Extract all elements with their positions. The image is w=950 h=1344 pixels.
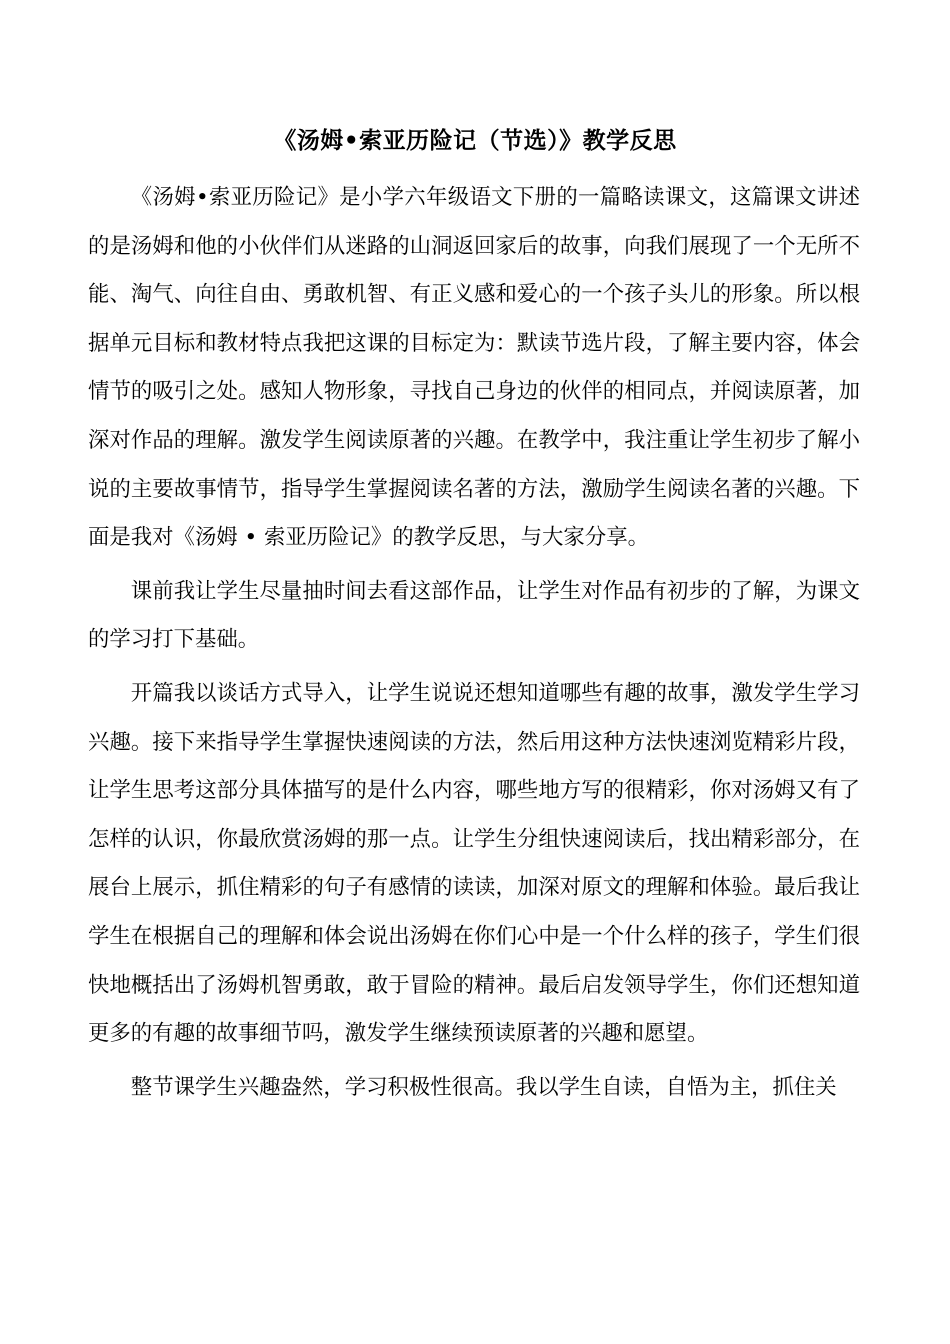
paragraph-summary: 整节课学生兴趣盎然，学习积极性很高。我以学生自读，自悟为主，抓住关 (130, 1074, 837, 1100)
paragraph-preclass: 课前我让学生尽量抽时间去看这部作品，让学生对作品有初步的了解，为课文的学习打下基础。 (88, 578, 860, 653)
document-title: 《汤姆•索亚历险记（节选）》教学反思 (273, 128, 677, 154)
paragraph-lesson-process: 开篇我以谈话方式导入，让学生说说还想知道哪些有趣的故事，激发学生学习兴趣。接下来指导学生掌握快速阅读的方法，然后用这种方法快速浏览精彩片段，让学生思考这部分具体描写的是什么内容，哪些地方写的很精彩，你对汤姆又有了怎样的认识，你最欣赏汤姆的那一点。让学生分组快速阅读后，找出精彩部分，在展台上展示，抓住精彩的句子有感情的读读，加深对原文的理解和体验。最后我让学生在根据自己的理解和体会说出汤姆在你们心中是一个什么样的孩子，学生们很快地概括出了汤姆机智勇敢，敢于冒险的精神。最后启发领导学生，你们还想知道更多的有趣的故事细节吗，激发学生继续预读原著的兴趣和愿望。 (88, 680, 860, 1047)
document-body (88, 174, 860, 1117)
paragraph-intro: 《汤姆•索亚历险记》是小学六年级语文下册的一篇略读课文，这篇课文讲述的是汤姆和他的小伙伴们从迷路的山洞返回家后的故事，向我们展现了一个无所不能、淘气、向往自由、勇敢机智、有正义感和爱心的一个孩子头儿的形象。所以根据单元目标和教材特点我把这课的目标定为：默读节选片段，了解主要内容，体会情节的吸引之处。感知人物形象，寻找自己身边的伙伴的相同点，并阅读原著，加深对作品的理解。激发学生阅读原著的兴趣。在教学中，我注重让学生初步了解小说的主要故事情节，指导学生掌握阅读名著的方法，激励学生阅读名著的兴趣。下面是我对《汤姆 • 索亚历险记》的教学反思，与大家分享。 (88, 185, 860, 551)
